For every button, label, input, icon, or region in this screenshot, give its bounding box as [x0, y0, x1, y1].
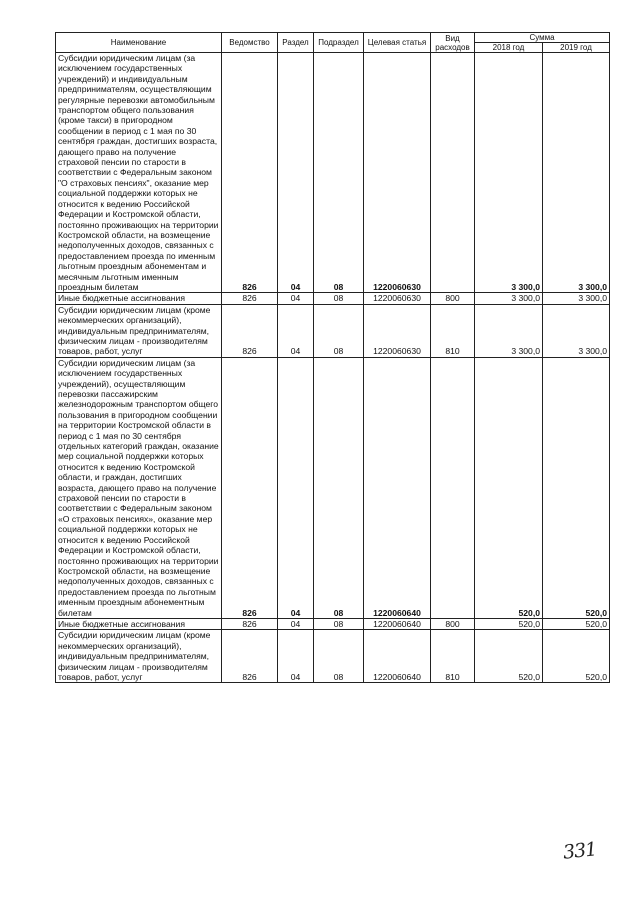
budget-table: [55, 32, 610, 683]
row-name: Иные бюджетные ассигнования: [56, 618, 222, 629]
row-expense-type: [431, 53, 475, 293]
row-sum-2019: 3 300,0: [543, 293, 610, 304]
row-department: 826: [222, 53, 278, 293]
row-sum-2019: 3 300,0: [543, 304, 610, 357]
col-section-header: Раздел: [278, 33, 314, 53]
row-department: 826: [222, 304, 278, 357]
row-name: Субсидии юридическим лицам (кроме некоммерческих организаций), индивидуальным предпринимателям, физическим лицам - производителям товаров, работ, услуг: [56, 630, 222, 683]
row-subsection: 08: [314, 618, 364, 629]
row-target: 1220060640: [364, 357, 431, 618]
row-section: 04: [278, 357, 314, 618]
row-subsection: 08: [314, 53, 364, 293]
col-name-header: Наименование: [56, 33, 222, 53]
table-row: [56, 304, 610, 357]
row-sum-2019: 520,0: [543, 357, 610, 618]
row-expense-type: 810: [431, 304, 475, 357]
row-department: 826: [222, 618, 278, 629]
row-sum-2018: 3 300,0: [475, 304, 543, 357]
row-department: 826: [222, 293, 278, 304]
row-sum-2018: 520,0: [475, 630, 543, 683]
row-name: Субсидии юридическим лицам (кроме некоммерческих организаций), индивидуальным предпринимателям, физическим лицам - производителям товаров, работ, услуг: [56, 304, 222, 357]
col-sum-header: Сумма: [475, 33, 610, 43]
header-row: [56, 33, 610, 43]
col-2018-header: 2018 год: [475, 43, 543, 53]
col-department-header: Ведомство: [222, 33, 278, 53]
row-department: 826: [222, 357, 278, 618]
row-target: 1220060630: [364, 53, 431, 293]
col-2019-header: 2019 год: [543, 43, 610, 53]
row-department: 826: [222, 630, 278, 683]
row-expense-type: [431, 357, 475, 618]
table-row: [56, 293, 610, 304]
row-subsection: 08: [314, 357, 364, 618]
row-sum-2018: 3 300,0: [475, 53, 543, 293]
row-sum-2019: 520,0: [543, 630, 610, 683]
col-subsection-header: Подраздел: [314, 33, 364, 53]
col-expense-type-header: Вид расходов: [431, 33, 475, 53]
row-section: 04: [278, 630, 314, 683]
row-sum-2019: 520,0: [543, 618, 610, 629]
table-row: [56, 618, 610, 629]
row-target: 1220060640: [364, 630, 431, 683]
row-section: 04: [278, 618, 314, 629]
row-sum-2019: 3 300,0: [543, 53, 610, 293]
row-name: Иные бюджетные ассигнования: [56, 293, 222, 304]
row-expense-type: 810: [431, 630, 475, 683]
row-subsection: 08: [314, 304, 364, 357]
row-subsection: 08: [314, 630, 364, 683]
table-row: [56, 53, 610, 293]
row-target: 1220060630: [364, 293, 431, 304]
row-subsection: 08: [314, 293, 364, 304]
row-sum-2018: 3 300,0: [475, 293, 543, 304]
row-section: 04: [278, 293, 314, 304]
row-target: 1220060640: [364, 618, 431, 629]
col-target-header: Целевая статья: [364, 33, 431, 53]
handwritten-page-number: 331: [561, 838, 598, 864]
row-name: Субсидии юридическим лицам (за исключением государственных учреждений), осуществляющим перевозки пассажирским железнодорожным транспортом общего пользования в пригородном сообщении на территории Костромской области в период с 1 мая по 30 сентября отдельных категорий граждан, оказание мер социальной поддержки которых относится к ведению Костромской области, и граждан, достигших возраста, дающего право на получение страховой пенсии по старости в соответствии с Федеральным законом «О страховых пенсиях», оказание мер социальной поддержки которых не относится к ведению Российской Федерации и Костромской области, постоянно проживающих на территории Костромской области, на возмещение недополученных доходов, связанных с предоставлением проезда по льготным именным проездным абонементным билетам: [56, 357, 222, 618]
table-row: [56, 357, 610, 618]
row-name: Субсидии юридическим лицам (за исключением государственных учреждений) и индивидуальным предпринимателям, осуществляющим регулярные перевозки автомобильным транспортом общего пользования (кроме такси) в пригородном сообщении в период с 1 мая по 30 сентября граждан, достигших возраста, дающего право на получение страховой пенсии по старости в соответствии с Федеральным законом "О страховых пенсиях", оказание мер социальной поддержки которых не относится к ведению Российской Федерации и Костромской области, постоянно проживающих на территории Костромской области, на возмещение недополученных доходов, связанных с предоставлением проезда по именным льготным проездным абонементам и месячным льготным именным проездным билетам: [56, 53, 222, 293]
row-sum-2018: 520,0: [475, 357, 543, 618]
row-section: 04: [278, 304, 314, 357]
table-row: [56, 630, 610, 683]
row-target: 1220060630: [364, 304, 431, 357]
row-expense-type: 800: [431, 293, 475, 304]
row-expense-type: 800: [431, 618, 475, 629]
row-sum-2018: 520,0: [475, 618, 543, 629]
row-section: 04: [278, 53, 314, 293]
